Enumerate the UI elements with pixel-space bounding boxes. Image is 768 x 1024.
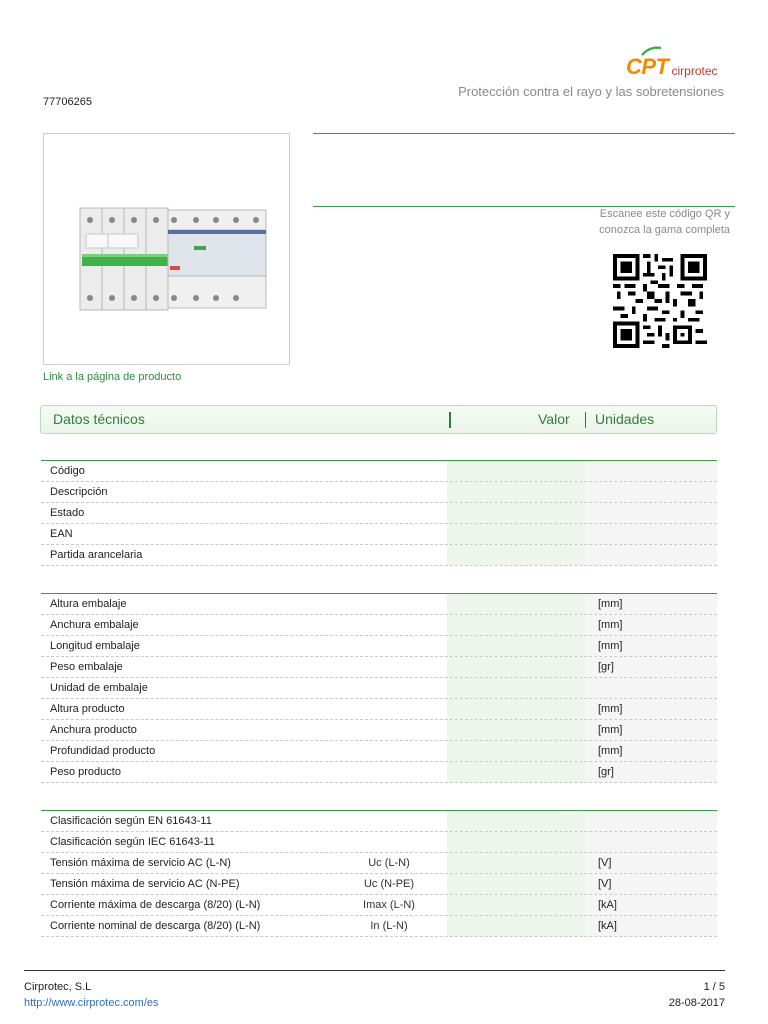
table-row bbox=[41, 657, 717, 678]
table-row bbox=[41, 594, 717, 615]
general-data-table bbox=[41, 460, 717, 566]
value-cell bbox=[447, 678, 585, 698]
row-unit: [V] bbox=[598, 878, 612, 890]
unit-cell-bg bbox=[585, 545, 717, 565]
value-cell bbox=[447, 874, 585, 894]
table-row bbox=[41, 762, 717, 783]
row-unit: [kA] bbox=[598, 920, 617, 932]
unit-cell-bg bbox=[585, 461, 717, 481]
row-label: Corriente nominal de descarga (8/20) (L-N) bbox=[50, 920, 261, 932]
footer-divider bbox=[24, 970, 725, 971]
row-symbol: Imax (L-N) bbox=[363, 899, 415, 911]
product-image bbox=[43, 133, 290, 365]
table-row bbox=[41, 853, 717, 874]
unit-cell-bg bbox=[585, 524, 717, 544]
row-unit: [mm] bbox=[598, 619, 623, 631]
row-label: Tensión máxima de servicio AC (N-PE) bbox=[50, 878, 240, 890]
footer-website-link[interactable]: http://www.cirprotec.com/es bbox=[24, 997, 159, 1009]
row-label: EAN bbox=[50, 528, 73, 540]
value-cell bbox=[447, 916, 585, 936]
unit-cell-bg bbox=[585, 503, 717, 523]
row-label: Anchura producto bbox=[50, 724, 137, 736]
value-cell bbox=[447, 461, 585, 481]
row-label: Anchura embalaje bbox=[50, 619, 139, 631]
value-cell bbox=[447, 741, 585, 761]
row-label: Peso producto bbox=[50, 766, 121, 778]
table-row bbox=[41, 895, 717, 916]
row-label: Profundidad producto bbox=[50, 745, 156, 757]
table-row bbox=[41, 524, 717, 545]
table-row bbox=[41, 741, 717, 762]
row-label: Altura producto bbox=[50, 703, 125, 715]
logo-text: cirprotec bbox=[671, 64, 718, 78]
logo-swoosh-icon bbox=[640, 46, 662, 56]
value-cell bbox=[447, 482, 585, 502]
row-unit: [mm] bbox=[598, 745, 623, 757]
value-cell bbox=[447, 762, 585, 782]
value-cell bbox=[447, 545, 585, 565]
logo-mark: CPT bbox=[626, 54, 669, 79]
value-cell bbox=[447, 594, 585, 614]
tech-data-header bbox=[40, 405, 717, 434]
product-page-link[interactable]: Link a la página de producto bbox=[43, 371, 182, 383]
row-label: Estado bbox=[50, 507, 85, 519]
table-row bbox=[41, 482, 717, 503]
row-label: Unidad de embalaje bbox=[50, 682, 148, 694]
qr-caption: Escanee este código QR y conozca la gama completa bbox=[599, 208, 730, 236]
value-cell bbox=[447, 699, 585, 719]
table-row bbox=[41, 678, 717, 699]
row-unit: [mm] bbox=[598, 598, 623, 610]
surge-protector-illustration bbox=[44, 134, 289, 364]
product-code: 77706265 bbox=[43, 96, 92, 108]
row-label: Tensión máxima de servicio AC (L-N) bbox=[50, 857, 231, 869]
electrical-data-table bbox=[41, 810, 717, 937]
table-row bbox=[41, 699, 717, 720]
table-row bbox=[41, 503, 717, 524]
value-cell bbox=[447, 832, 585, 852]
row-label: Altura embalaje bbox=[50, 598, 127, 610]
value-cell bbox=[447, 657, 585, 677]
qr-code-icon[interactable] bbox=[610, 254, 710, 348]
table-row bbox=[41, 874, 717, 895]
table-row bbox=[41, 720, 717, 741]
row-label: Corriente máxima de descarga (8/20) (L-N) bbox=[50, 899, 261, 911]
cirprotec-logo bbox=[626, 54, 718, 80]
value-cell bbox=[447, 524, 585, 544]
divider-line-top bbox=[313, 133, 735, 134]
row-label: Peso embalaje bbox=[50, 661, 123, 673]
unit-cell-bg bbox=[585, 811, 717, 831]
row-unit: [mm] bbox=[598, 703, 623, 715]
value-cell bbox=[447, 636, 585, 656]
row-label: Clasificación según EN 61643-11 bbox=[50, 815, 212, 827]
unit-cell-bg bbox=[585, 678, 717, 698]
row-symbol: Uc (N-PE) bbox=[363, 878, 415, 890]
row-label: Descripción bbox=[50, 486, 108, 498]
footer-company: Cirprotec, S.L bbox=[24, 981, 92, 993]
value-cell bbox=[447, 895, 585, 915]
row-unit: [mm] bbox=[598, 724, 623, 736]
value-cell bbox=[447, 853, 585, 873]
footer-date: 28-08-2017 bbox=[668, 997, 725, 1009]
units-column-header: Unidades bbox=[595, 411, 655, 427]
row-symbol: In (L-N) bbox=[370, 920, 408, 932]
header-separator bbox=[449, 412, 451, 428]
row-unit: [mm] bbox=[598, 640, 623, 652]
table-row bbox=[41, 636, 717, 657]
header-separator bbox=[585, 412, 586, 428]
row-unit: [gr] bbox=[598, 661, 614, 673]
table-row bbox=[41, 916, 717, 937]
row-symbol: Uc (L-N) bbox=[368, 857, 410, 869]
row-label: Código bbox=[50, 465, 85, 477]
tagline: Protección contra el rayo y las sobretensiones bbox=[458, 84, 724, 99]
value-cell bbox=[447, 615, 585, 635]
table-row bbox=[41, 545, 717, 566]
value-cell bbox=[447, 720, 585, 740]
table-row bbox=[41, 811, 717, 832]
unit-cell-bg bbox=[585, 482, 717, 502]
tech-data-title: Datos técnicos bbox=[53, 411, 145, 427]
value-cell bbox=[447, 811, 585, 831]
dimensions-table bbox=[41, 593, 717, 783]
value-cell bbox=[447, 503, 585, 523]
unit-cell-bg bbox=[585, 832, 717, 852]
row-unit: [V] bbox=[598, 857, 612, 869]
table-row bbox=[41, 615, 717, 636]
footer-page-number: 1 / 5 bbox=[703, 981, 725, 993]
value-column-header: Valor bbox=[538, 411, 570, 427]
table-row bbox=[41, 461, 717, 482]
row-label: Longitud embalaje bbox=[50, 640, 140, 652]
row-label: Clasificación según IEC 61643-11 bbox=[50, 836, 215, 848]
row-label: Partida arancelaria bbox=[50, 549, 143, 561]
row-unit: [gr] bbox=[598, 766, 614, 778]
row-unit: [kA] bbox=[598, 899, 617, 911]
table-row bbox=[41, 832, 717, 853]
